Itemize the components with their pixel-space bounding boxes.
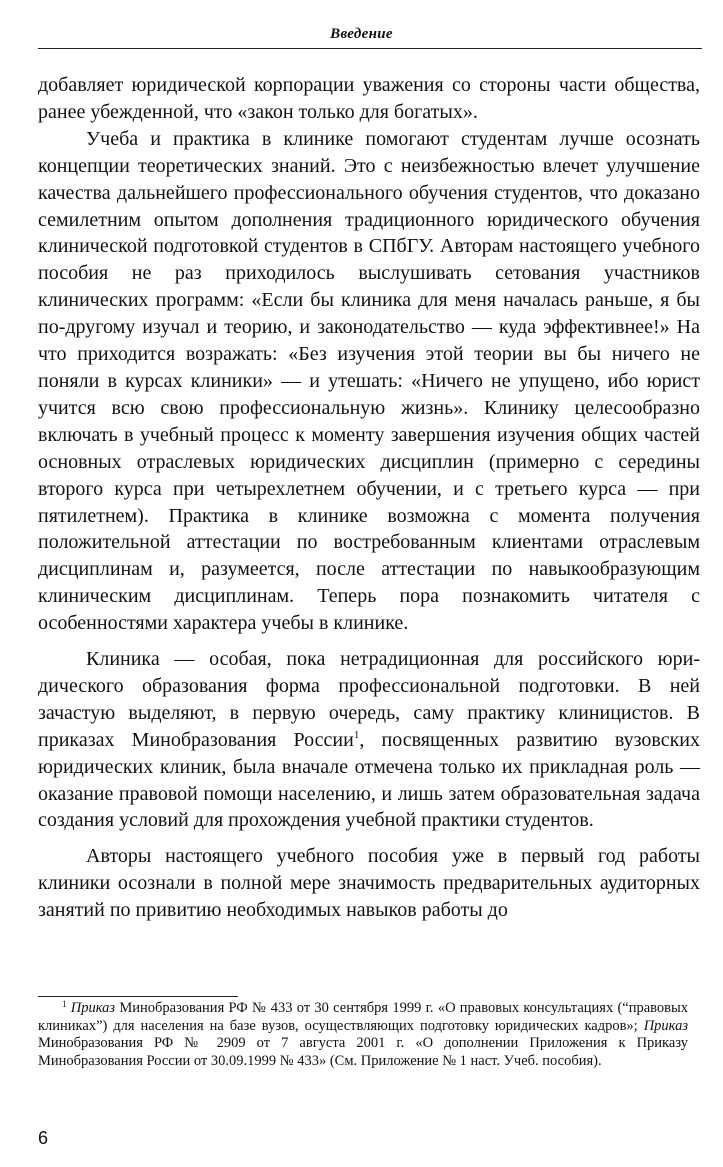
paragraph-clinic-form-text-a: Клиника — особая, пока нетрадиционная для российского юридического образования форма профессиональной подготовки. В ней зачастую выделяют, в первую очередь, саму практику клиницистов. В приказах Минобразования России	[38, 648, 700, 751]
footnote-italic-1: Приказ	[70, 1000, 116, 1016]
footnote-text-2: Минобразования РФ № 2909 от 7 августа 2001 г. «О дополнении Приложения к Приказу Минобразования России от 30.09.1999 № 433» (См. Приложение № 1 наст. Учеб. пособия).	[38, 1035, 688, 1069]
footnote-italic-2: Приказ	[643, 1017, 688, 1034]
footnote-paragraph	[38, 1000, 688, 1070]
main-text	[38, 72, 700, 924]
page-number: 6	[38, 1128, 49, 1148]
paragraph-continued: добавляет юридической корпорации уважения со стороны части общества, ранее убежденной, что «закон только для богатых».	[38, 74, 700, 123]
footnote-text-1: Минобразования РФ № 433 от 30 сентября 1999 г. «О правовых консультациях (“правовых клиниках”) для населения на базе вузов, осуществляющих подготовку юридических кадров»;	[38, 1000, 689, 1034]
paragraph-clinic-form-text-b: , посвященных развитию вузовских юридических клиник, была вначале отмечена только их прикладная роль — оказание правовой помощи населению, и лишь затем образовательная задача создания условий для прохождения учебной практики студентов.	[38, 728, 700, 832]
paragraph-study-practice: Учеба и практика в клинике помогают студентам лучше осознать концепции теоретических знаний. Это с неизбежностью влечет улучшение качества дальнейшего профессионального обучения студентов, что доказано семилетним опытом дополнения традиционного юридического обучения клинической подготовкой студентов в СПбГУ. Авторам настоящего учебного пособия не раз приходилось выслушивать сетования участников клинических программ: «Если бы клиника для меня началась раньше, я бы по-другому изучал и теорию, и законодательство — куда эффективнее!» На что приходится возражать: «Без изучения этой теории вы бы ничего не поняли в курсах клиники» — и утешать: «Ничего не упущено, ибо юрист учится всю свою профессиональную жизнь». Клинику целесообразно включать в учебный процесс к моменту завершения изучения общих частей основных отраслевых юридических дисциплин (примерно с середины второго курса при четырехлетнем обучении, и с третьего курса — при пятилетнем). Практика в клинике возможна с момента получения положительной аттестации по востребованным клиентами отраслевым дисциплинам и, разумеется, после аттестации по навыкообразующим клиническим дисциплинам. Теперь пора познакомить читателя с особенностями характера учебы в клинике.	[38, 127, 700, 635]
footnote-mark: 1	[62, 999, 67, 1009]
header-rule	[38, 48, 702, 49]
running-header: Введение	[330, 26, 393, 42]
footnote-reference[interactable]: 1	[353, 728, 360, 741]
paragraph-authors: Авторы настоящего учебного пособия уже в первый год работы клиники осознали в полной мере значимость предварительных аудиторных занятий по привитию необходимых навыков работы до	[38, 845, 700, 922]
footnote-rule	[38, 996, 238, 997]
paragraph-clinic-form	[38, 646, 700, 834]
footnote	[38, 1000, 688, 1070]
